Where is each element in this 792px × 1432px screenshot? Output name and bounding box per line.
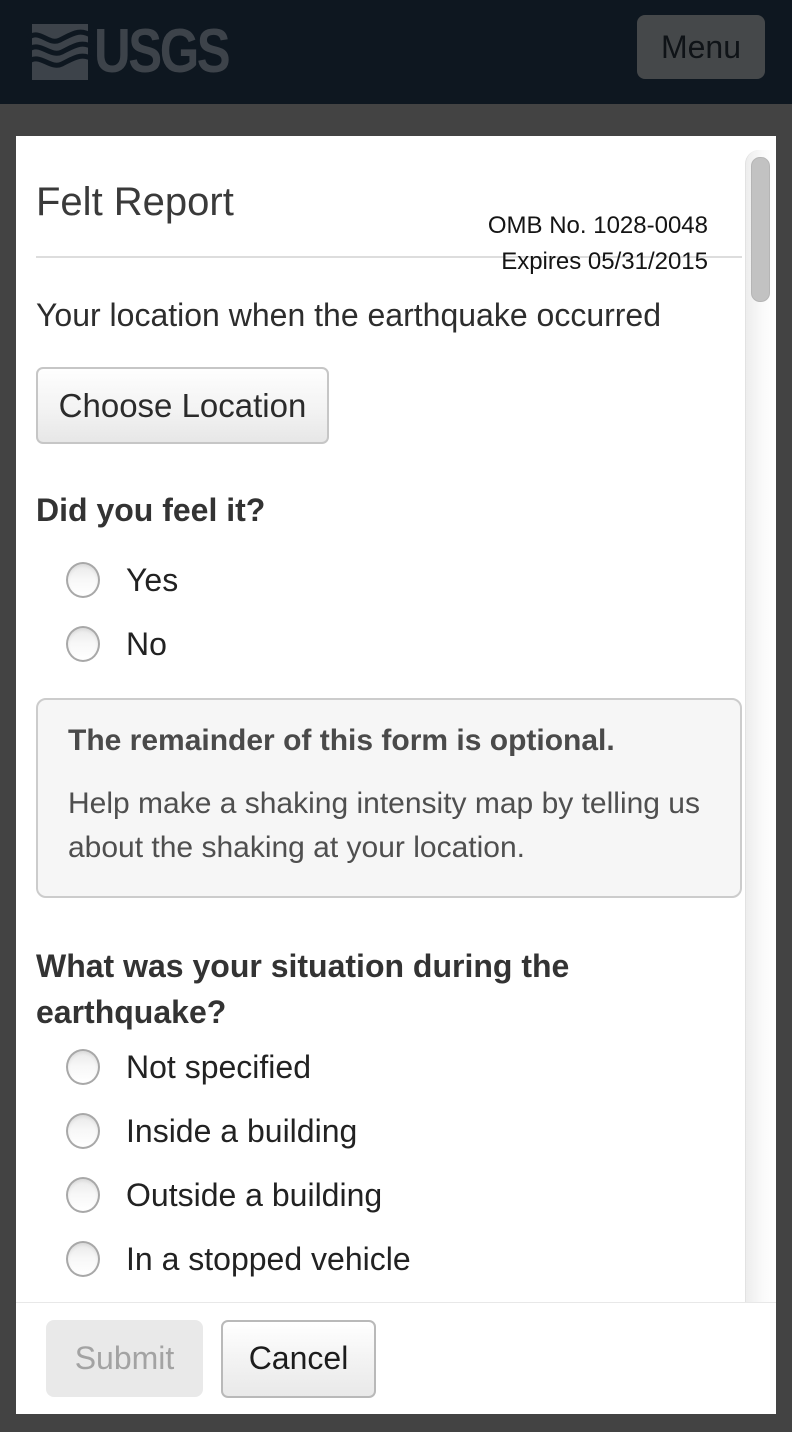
felt-option-no-label: No [126,625,167,662]
omb-info [488,208,708,280]
optional-note-box [36,698,742,898]
felt-option-no[interactable] [66,612,776,676]
dialog-header [16,178,776,275]
radio-outside-building-icon[interactable] [66,1177,100,1213]
situation-option-not-specified[interactable] [66,1035,776,1099]
optional-note-heading: The remainder of this form is optional. [68,724,615,757]
usgs-logo [32,17,258,86]
omb-expires: Expires 05/31/2015 [501,248,708,275]
usgs-wave-icon [32,24,88,80]
page-title: Felt Report [36,180,234,224]
location-prompt: Your location when the earthquake occurred [36,297,662,333]
scrollbar-track[interactable] [745,150,776,1303]
radio-inside-building-icon[interactable] [66,1113,100,1149]
felt-option-yes[interactable] [66,548,776,612]
scrollbar-thumb[interactable] [751,157,770,302]
submit-button: Submit [46,1320,203,1397]
menu-button[interactable]: Menu [637,15,765,79]
situation-option-outside-building-label: Outside a building [126,1176,383,1213]
felt-report-dialog [16,136,776,1414]
radio-not-specified-icon[interactable] [66,1049,100,1085]
question-situation: What was your situation during the earthquake? [36,948,570,1030]
usgs-logo-text: USGS [94,17,229,86]
choose-location-button[interactable]: Choose Location [36,367,329,444]
omb-number: OMB No. 1028-0048 [487,212,708,239]
cancel-button[interactable]: Cancel [221,1320,376,1398]
dialog-scroll-area [16,136,776,1303]
situation-option-outside-building[interactable] [66,1163,776,1227]
situation-option-inside-building-label: Inside a building [126,1112,358,1149]
situation-option-stopped-vehicle-label: In a stopped vehicle [126,1240,411,1277]
optional-note-body: Help make a shaking intensity map by telling us about the shaking at your location. [68,787,700,864]
radio-no-icon[interactable] [66,626,100,662]
radio-stopped-vehicle-icon[interactable] [66,1241,100,1277]
felt-option-yes-label: Yes [126,561,179,598]
radio-yes-icon[interactable] [66,562,100,598]
question-did-you-feel-it: Did you feel it? [36,492,266,528]
dialog-footer [16,1302,776,1414]
situation-option-not-specified-label: Not specified [126,1048,311,1085]
situation-option-inside-building[interactable] [66,1099,776,1163]
site-header [0,0,792,104]
situation-option-stopped-vehicle[interactable] [66,1227,776,1291]
